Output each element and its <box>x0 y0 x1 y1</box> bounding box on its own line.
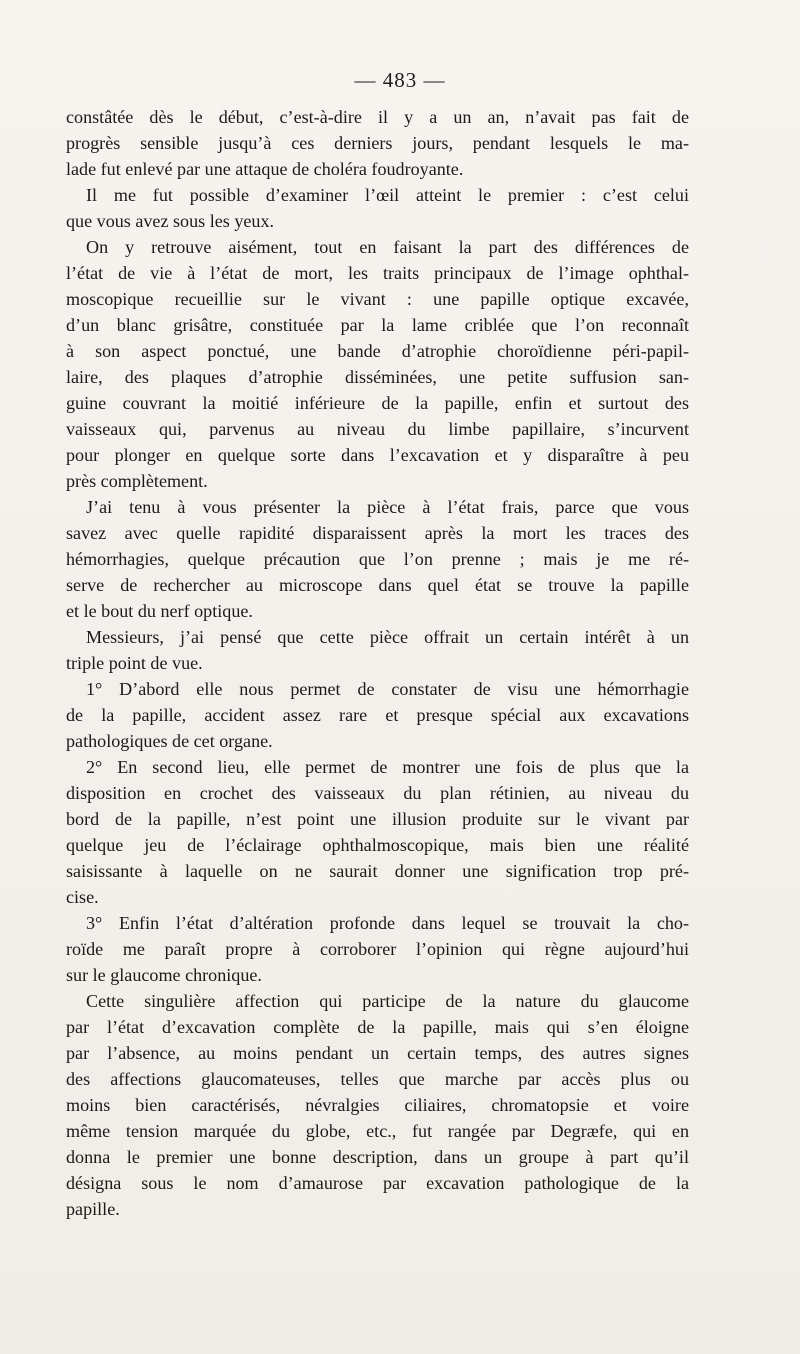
text-line: de la papille, accident assez rare et presque spécial aux excavations <box>66 705 689 725</box>
text-line: J’ai tenu à vous présenter la pièce à l’état frais, parce que vous <box>86 497 689 517</box>
text-line: et le bout du nerf optique. <box>66 601 253 621</box>
text-line: pour plonger en quelque sorte dans l’excavation et y disparaître à peu <box>66 445 689 465</box>
text-line: 1° D’abord elle nous permet de constater de visu une hémorrhagie <box>86 679 689 699</box>
text-line: des affections glaucomateuses, telles que marche par accès plus ou <box>66 1069 689 1089</box>
text-line: donna le premier une bonne description, dans un groupe à part qu’il <box>66 1147 689 1167</box>
text-line: moins bien caractérisés, névralgies ciliaires, chromatopsie et voire <box>66 1095 689 1115</box>
text-line: guine couvrant la moitié inférieure de la papille, enfin et surtout des <box>66 393 689 413</box>
text-line: constâtée dès le début, c’est-à-dire il y a un an, n’avait pas fait de <box>66 107 689 127</box>
text-line: Cette singulière affection qui participe de la nature du glaucome <box>86 991 689 1011</box>
text-line: papille. <box>66 1199 120 1219</box>
page-number: — 483 — <box>354 68 446 92</box>
text-line: près complètement. <box>66 471 208 491</box>
text-line: savez avec quelle rapidité disparaissent après la mort les traces des <box>66 523 689 543</box>
text-line: pathologiques de cet organe. <box>66 731 273 751</box>
text-line: On y retrouve aisément, tout en faisant la part des différences de <box>86 237 689 257</box>
text-line: vaisseaux qui, parvenus au niveau du limbe papillaire, s’incurvent <box>66 419 689 439</box>
text-line: 3° Enfin l’état d’altération profonde dans lequel se trouvait la cho- <box>86 913 689 933</box>
text-line: l’état de vie à l’état de mort, les traits principaux de l’image ophthal- <box>66 263 689 283</box>
text-line: 2° En second lieu, elle permet de montrer une fois de plus que la <box>86 757 689 777</box>
text-line: d’un blanc grisâtre, constituée par la lame criblée que l’on reconnaît <box>66 315 689 335</box>
text-line: à son aspect ponctué, une bande d’atrophie choroïdienne péri-papil- <box>66 341 689 361</box>
text-line: Il me fut possible d’examiner l’œil atteint le premier : c’est celui <box>86 185 689 205</box>
text-line: quelque jeu de l’éclairage ophthalmoscopique, mais bien une réalité <box>66 835 689 855</box>
text-line: désigna sous le nom d’amaurose par excavation pathologique de la <box>66 1173 689 1193</box>
text-line: serve de rechercher au microscope dans quel état se trouve la papille <box>66 575 689 595</box>
text-line: Messieurs, j’ai pensé que cette pièce offrait un certain intérêt à un <box>86 627 689 647</box>
text-line: saisissante à laquelle on ne saurait donner une signification trop pré- <box>66 861 689 881</box>
text-line: moscopique recueillie sur le vivant : une papille optique excavée, <box>66 289 689 309</box>
text-line: sur le glaucome chronique. <box>66 965 262 985</box>
text-line: cise. <box>66 887 99 907</box>
text-line: disposition en crochet des vaisseaux du plan rétinien, au niveau du <box>66 783 689 803</box>
text-line: que vous avez sous les yeux. <box>66 211 275 231</box>
text-line: laire, des plaques d’atrophie disséminées, une petite suffusion san- <box>66 367 689 387</box>
text-line: roïde me paraît propre à corroborer l’opinion qui règne aujourd’hui <box>66 939 689 959</box>
text-line: hémorrhagies, quelque précaution que l’on prenne ; mais je me ré- <box>66 549 689 569</box>
text-line: bord de la papille, n’est point une illusion produite sur le vivant par <box>66 809 689 829</box>
text-line: par l’absence, au moins pendant un certain temps, des autres signes <box>66 1043 689 1063</box>
text-line: progrès sensible jusqu’à ces derniers jours, pendant lesquels le ma- <box>66 133 689 153</box>
body-text <box>66 104 689 1222</box>
text-line: par l’état d’excavation complète de la papille, mais qui s’en éloigne <box>66 1017 689 1037</box>
text-line: triple point de vue. <box>66 653 203 673</box>
text-line: lade fut enlevé par une attaque de choléra foudroyante. <box>66 159 464 179</box>
text-line: même tension marquée du globe, etc., fut rangée par Degræfe, qui en <box>66 1121 689 1141</box>
